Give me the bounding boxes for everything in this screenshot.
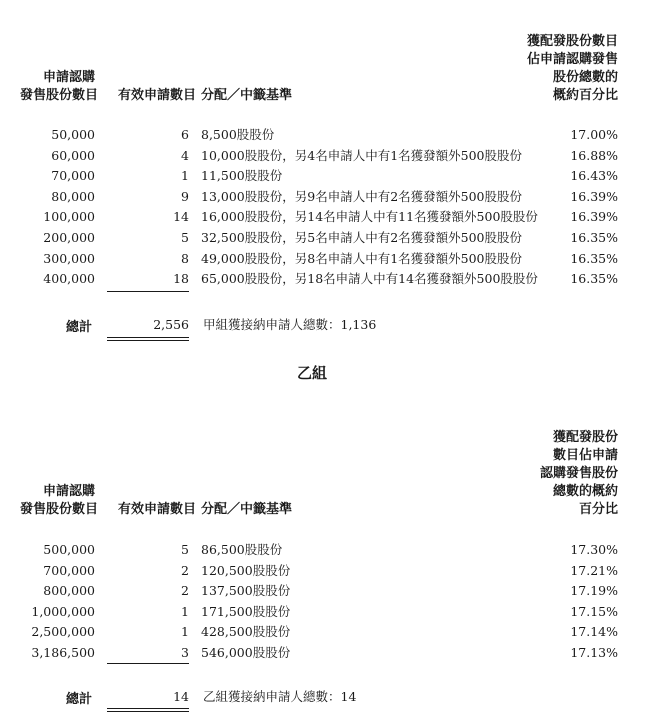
cell-valid-applications: 5 — [181, 542, 189, 557]
cell-allocation-basis: 120,500股股份 — [201, 562, 291, 578]
cell-approx-percentage: 16.35% — [570, 250, 618, 266]
cell-allocation-basis: 16,000股股份，另14名申請人中有11名獲發額外500股股份 — [201, 209, 538, 225]
cell-valid-applications: 1 — [181, 168, 189, 184]
cell-approx-percentage: 16.88% — [570, 147, 618, 163]
cell-allocation-basis: 65,000股股份，另18名申請人中有14名獲發額外500股股份 — [201, 271, 538, 287]
cell-valid-applications: 2 — [181, 583, 189, 599]
cell-applied-shares: 200,000 — [43, 230, 95, 245]
cell-allocation-basis: 13,000股股份，另9名申請人中有2名獲發額外500股股份 — [201, 188, 523, 204]
header-valid-applications-a: 有效申請數目 — [118, 88, 197, 103]
cell-applied-shares: 80,000 — [51, 188, 95, 204]
cell-applied-shares: 800,000 — [43, 583, 95, 599]
header-approx-percentage-b: 獲配發股份 數目佔申請 認購發售股份 總數的概約 百分比 — [539, 430, 618, 517]
subtotal-rule-a — [107, 291, 189, 292]
cell-approx-percentage: 17.15% — [570, 603, 618, 619]
total-value-b: 14 — [173, 689, 189, 704]
cell-approx-percentage: 17.13% — [570, 645, 618, 660]
cell-valid-applications: 5 — [181, 230, 189, 245]
cell-applied-shares: 300,000 — [43, 250, 95, 266]
cell-approx-percentage: 17.30% — [570, 542, 618, 557]
cell-allocation-basis: 86,500股股份 — [201, 542, 283, 557]
double-rule-a-bottom — [107, 340, 189, 341]
cell-valid-applications: 6 — [181, 127, 189, 142]
cell-allocation-basis: 171,500股股份 — [201, 603, 291, 619]
cell-valid-applications: 1 — [181, 603, 189, 619]
cell-approx-percentage: 16.39% — [570, 188, 618, 204]
cell-applied-shares: 50,000 — [51, 127, 95, 142]
header-allocation-basis-a: 分配／中籤基準 — [201, 88, 293, 103]
cell-approx-percentage: 16.39% — [570, 209, 618, 225]
cell-approx-percentage: 17.19% — [570, 583, 618, 599]
cell-valid-applications: 14 — [173, 209, 189, 225]
cell-applied-shares: 400,000 — [43, 271, 95, 287]
header-allocation-basis-b: 分配／中籤基準 — [201, 502, 293, 517]
cell-approx-percentage: 16.35% — [570, 230, 618, 245]
double-rule-b-top — [107, 708, 189, 709]
cell-allocation-basis: 8,500股股份 — [201, 127, 275, 142]
total-note-b: 乙組獲接納申請人總數：14 — [203, 689, 357, 704]
cell-valid-applications: 18 — [173, 271, 189, 287]
cell-allocation-basis: 49,000股股份，另8名申請人中有1名獲發額外500股股份 — [201, 250, 523, 266]
cell-applied-shares: 2,500,000 — [31, 624, 95, 640]
cell-approx-percentage: 17.14% — [570, 624, 618, 640]
cell-applied-shares: 500,000 — [43, 542, 95, 557]
cell-valid-applications: 2 — [181, 562, 189, 578]
cell-valid-applications: 8 — [181, 250, 189, 266]
subtotal-rule-b — [107, 663, 189, 664]
total-note-a: 甲組獲接納申請人總數：1,136 — [203, 317, 377, 332]
total-value-a: 2,556 — [153, 317, 189, 332]
header-valid-applications-b: 有效申請數目 — [118, 502, 197, 517]
cell-valid-applications: 3 — [181, 645, 189, 660]
cell-approx-percentage: 17.00% — [570, 127, 618, 142]
cell-allocation-basis: 11,500股股份 — [201, 168, 283, 184]
header-approx-percentage-a: 獲配發股份數目 佔申請認購發售 股份總數的 概約百分比 — [526, 34, 618, 103]
cell-approx-percentage: 16.35% — [570, 271, 618, 287]
cell-valid-applications: 4 — [181, 147, 189, 163]
cell-valid-applications: 9 — [181, 188, 189, 204]
header-applied-shares-b: 申請認購 發售股份數目 — [20, 484, 99, 517]
cell-applied-shares: 3,186,500 — [31, 645, 95, 660]
cell-applied-shares: 100,000 — [43, 209, 95, 225]
cell-applied-shares: 70,000 — [51, 168, 95, 184]
group-b-title: 乙組 — [297, 364, 328, 382]
cell-allocation-basis: 428,500股股份 — [201, 624, 291, 640]
total-label-a: 總計 — [66, 320, 93, 335]
cell-approx-percentage: 17.21% — [570, 562, 618, 578]
cell-approx-percentage: 16.43% — [570, 168, 618, 184]
double-rule-a-top — [107, 337, 189, 338]
total-label-b: 總計 — [66, 692, 93, 707]
cell-allocation-basis: 546,000股股份 — [201, 645, 291, 660]
cell-allocation-basis: 137,500股股份 — [201, 583, 291, 599]
cell-applied-shares: 60,000 — [51, 147, 95, 163]
cell-applied-shares: 700,000 — [43, 562, 95, 578]
cell-applied-shares: 1,000,000 — [31, 603, 95, 619]
header-applied-shares-a: 申請認購 發售股份數目 — [20, 70, 99, 103]
cell-allocation-basis: 10,000股股份，另4名申請人中有1名獲發額外500股股份 — [201, 147, 523, 163]
cell-allocation-basis: 32,500股股份，另5名申請人中有2名獲發額外500股股份 — [201, 230, 523, 245]
cell-valid-applications: 1 — [181, 624, 189, 640]
double-rule-b-bottom — [107, 711, 189, 712]
